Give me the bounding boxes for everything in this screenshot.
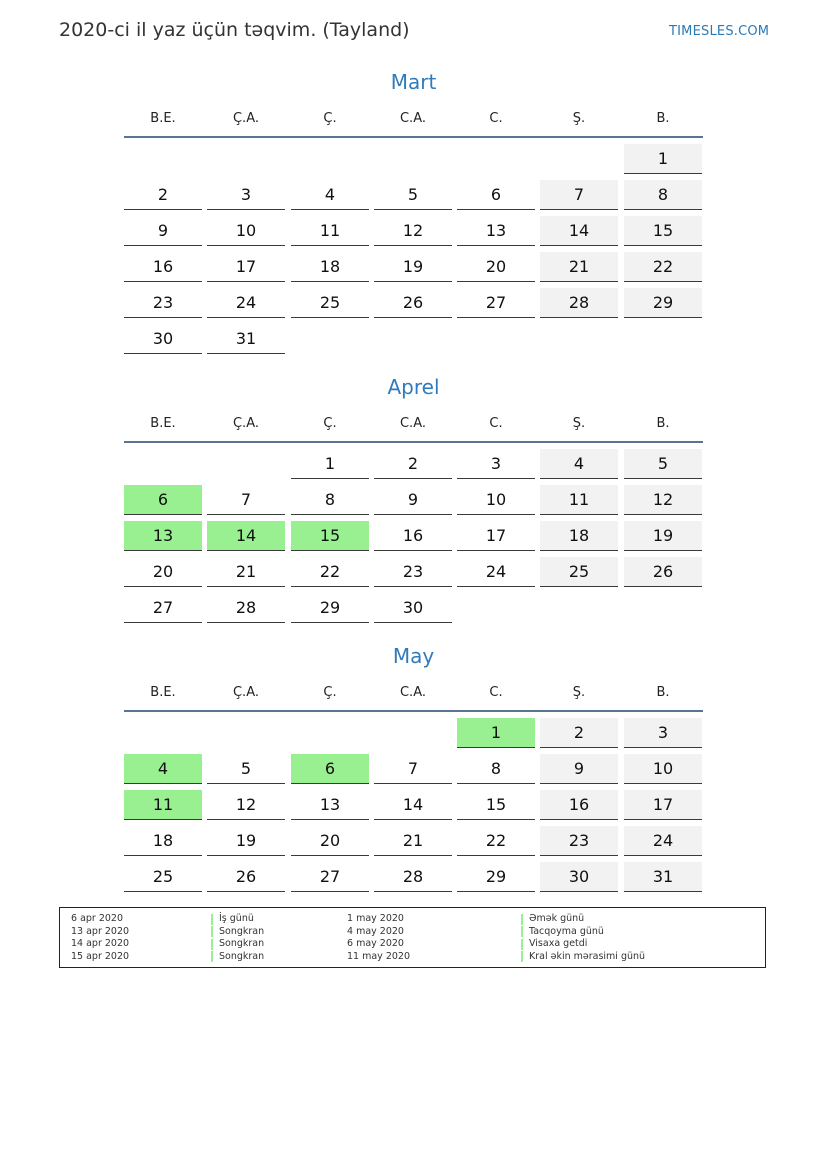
day-cell: 22 (291, 557, 369, 587)
day-cell: 15 (457, 790, 535, 820)
day-cell: 19 (624, 521, 702, 551)
day-cell: 23 (540, 826, 618, 856)
day-cell: 7 (207, 485, 285, 515)
day-cell: 24 (457, 557, 535, 587)
day-cell: 29 (291, 593, 369, 623)
weekday-header: B. (656, 111, 670, 126)
day-cell: 26 (374, 288, 452, 318)
weekday-header: Ç. (323, 685, 337, 700)
day-cell: 21 (540, 252, 618, 282)
legend-holiday-name: Visaxa getdi (529, 938, 588, 950)
day-cell: 25 (124, 862, 202, 892)
day-cell: 26 (624, 557, 702, 587)
legend-holiday-marker (521, 951, 523, 962)
day-cell: 12 (624, 485, 702, 515)
day-cell: 10 (207, 216, 285, 246)
weekday-header: C.A. (399, 111, 426, 126)
holiday-legend (59, 907, 766, 968)
weekday-header: C.A. (399, 416, 426, 431)
day-cell: 22 (457, 826, 535, 856)
legend-date: 15 apr 2020 (71, 950, 130, 962)
day-cell: 16 (374, 521, 452, 551)
month-title: Mart (390, 70, 437, 94)
day-cell: 10 (624, 754, 702, 784)
day-cell: 6 (124, 485, 202, 515)
legend-holiday-marker (211, 926, 213, 937)
day-cell: 6 (457, 180, 535, 210)
day-cell: 17 (457, 521, 535, 551)
day-cell: 17 (624, 790, 702, 820)
header-rule (124, 710, 703, 712)
day-cell: 31 (624, 862, 702, 892)
month-title: Aprel (387, 375, 440, 399)
day-cell: 28 (374, 862, 452, 892)
day-cell: 5 (374, 180, 452, 210)
legend-date: 6 apr 2020 (71, 913, 124, 924)
day-cell: 13 (124, 521, 202, 551)
day-cell: 11 (291, 216, 369, 246)
day-cell: 1 (291, 449, 369, 479)
day-cell: 20 (291, 826, 369, 856)
day-cell: 24 (624, 826, 702, 856)
legend-holiday-name: İş günü (219, 913, 254, 924)
weekday-header: Ş. (572, 416, 586, 431)
day-cell: 29 (624, 288, 702, 318)
day-cell: 5 (207, 754, 285, 784)
day-cell: 21 (207, 557, 285, 587)
day-cell: 4 (540, 449, 618, 479)
legend-date: 4 may 2020 (347, 925, 404, 937)
day-cell: 18 (540, 521, 618, 551)
legend-date: 1 may 2020 (347, 913, 404, 924)
weekday-header: Ç. (323, 416, 337, 431)
day-cell: 4 (124, 754, 202, 784)
day-cell: 3 (207, 180, 285, 210)
day-cell: 7 (540, 180, 618, 210)
day-cell: 16 (540, 790, 618, 820)
legend-date: 13 apr 2020 (71, 925, 130, 937)
day-cell: 7 (374, 754, 452, 784)
day-cell: 3 (457, 449, 535, 479)
day-cell: 13 (291, 790, 369, 820)
day-cell: 12 (207, 790, 285, 820)
day-cell: 14 (374, 790, 452, 820)
day-cell: 9 (540, 754, 618, 784)
day-cell: 2 (374, 449, 452, 479)
day-cell: 8 (457, 754, 535, 784)
day-cell: 8 (624, 180, 702, 210)
day-cell: 4 (291, 180, 369, 210)
legend-holiday-marker (521, 939, 523, 950)
day-cell: 9 (124, 216, 202, 246)
day-cell: 5 (624, 449, 702, 479)
day-cell: 1 (624, 144, 702, 174)
day-cell: 18 (291, 252, 369, 282)
weekday-header: B.E. (150, 416, 176, 431)
weekday-header: C. (489, 685, 503, 700)
day-cell: 24 (207, 288, 285, 318)
month-title: May (392, 644, 435, 668)
day-cell: 26 (207, 862, 285, 892)
day-cell: 20 (457, 252, 535, 282)
day-cell: 15 (291, 521, 369, 551)
legend-holiday-name: Songkran (219, 950, 265, 962)
day-cell: 28 (207, 593, 285, 623)
day-cell: 25 (291, 288, 369, 318)
day-cell: 30 (540, 862, 618, 892)
day-cell: 31 (207, 324, 285, 354)
weekday-header: B. (656, 685, 670, 700)
legend-holiday-marker (211, 914, 213, 925)
legend-holiday-marker (211, 939, 213, 950)
site-link[interactable]: TIMESLES.COM (669, 24, 770, 39)
day-cell: 8 (291, 485, 369, 515)
day-cell: 9 (374, 485, 452, 515)
header-rule (124, 136, 703, 138)
legend-holiday-name: Songkran (219, 938, 265, 950)
day-cell: 23 (124, 288, 202, 318)
weekday-header: B.E. (150, 685, 176, 700)
legend-holiday-marker (521, 926, 523, 937)
legend-holiday-name: Tacqoyma günü (529, 925, 604, 937)
weekday-header: C. (489, 416, 503, 431)
day-cell: 11 (540, 485, 618, 515)
day-cell: 10 (457, 485, 535, 515)
legend-date: 6 may 2020 (347, 938, 404, 950)
day-cell: 12 (374, 216, 452, 246)
page-title: 2020-ci il yaz üçün təqvim. (Tayland) (59, 19, 410, 41)
day-cell: 13 (457, 216, 535, 246)
day-cell: 20 (124, 557, 202, 587)
day-cell: 17 (207, 252, 285, 282)
legend-holiday-marker (521, 914, 523, 925)
day-cell: 21 (374, 826, 452, 856)
day-cell: 19 (374, 252, 452, 282)
day-cell: 15 (624, 216, 702, 246)
day-cell: 29 (457, 862, 535, 892)
day-cell: 2 (124, 180, 202, 210)
weekday-header: B. (656, 416, 670, 431)
day-cell: 11 (124, 790, 202, 820)
weekday-header: Ş. (572, 685, 586, 700)
legend-date: 14 apr 2020 (71, 938, 130, 950)
legend-holiday-marker (211, 951, 213, 962)
day-cell: 23 (374, 557, 452, 587)
weekday-header: Ç. (323, 111, 337, 126)
weekday-header: C. (489, 111, 503, 126)
day-cell: 25 (540, 557, 618, 587)
legend-holiday-name: Əmək günü (529, 913, 585, 924)
day-cell: 22 (624, 252, 702, 282)
day-cell: 3 (624, 718, 702, 748)
day-cell: 1 (457, 718, 535, 748)
day-cell: 27 (291, 862, 369, 892)
weekday-header: Ç.A. (232, 416, 259, 431)
weekday-header: C.A. (399, 685, 426, 700)
day-cell: 27 (457, 288, 535, 318)
weekday-header: Ş. (572, 111, 586, 126)
weekday-header: Ç.A. (232, 111, 259, 126)
day-cell: 18 (124, 826, 202, 856)
day-cell: 27 (124, 593, 202, 623)
weekday-header: B.E. (150, 111, 176, 126)
header-rule (124, 441, 703, 443)
day-cell: 30 (374, 593, 452, 623)
day-cell: 2 (540, 718, 618, 748)
day-cell: 16 (124, 252, 202, 282)
day-cell: 14 (540, 216, 618, 246)
day-cell: 28 (540, 288, 618, 318)
day-cell: 19 (207, 826, 285, 856)
legend-date: 11 may 2020 (347, 950, 411, 962)
day-cell: 30 (124, 324, 202, 354)
day-cell: 6 (291, 754, 369, 784)
legend-holiday-name: Kral əkin mərasimi günü (529, 950, 646, 962)
day-cell: 14 (207, 521, 285, 551)
weekday-header: Ç.A. (232, 685, 259, 700)
legend-holiday-name: Songkran (219, 925, 265, 937)
